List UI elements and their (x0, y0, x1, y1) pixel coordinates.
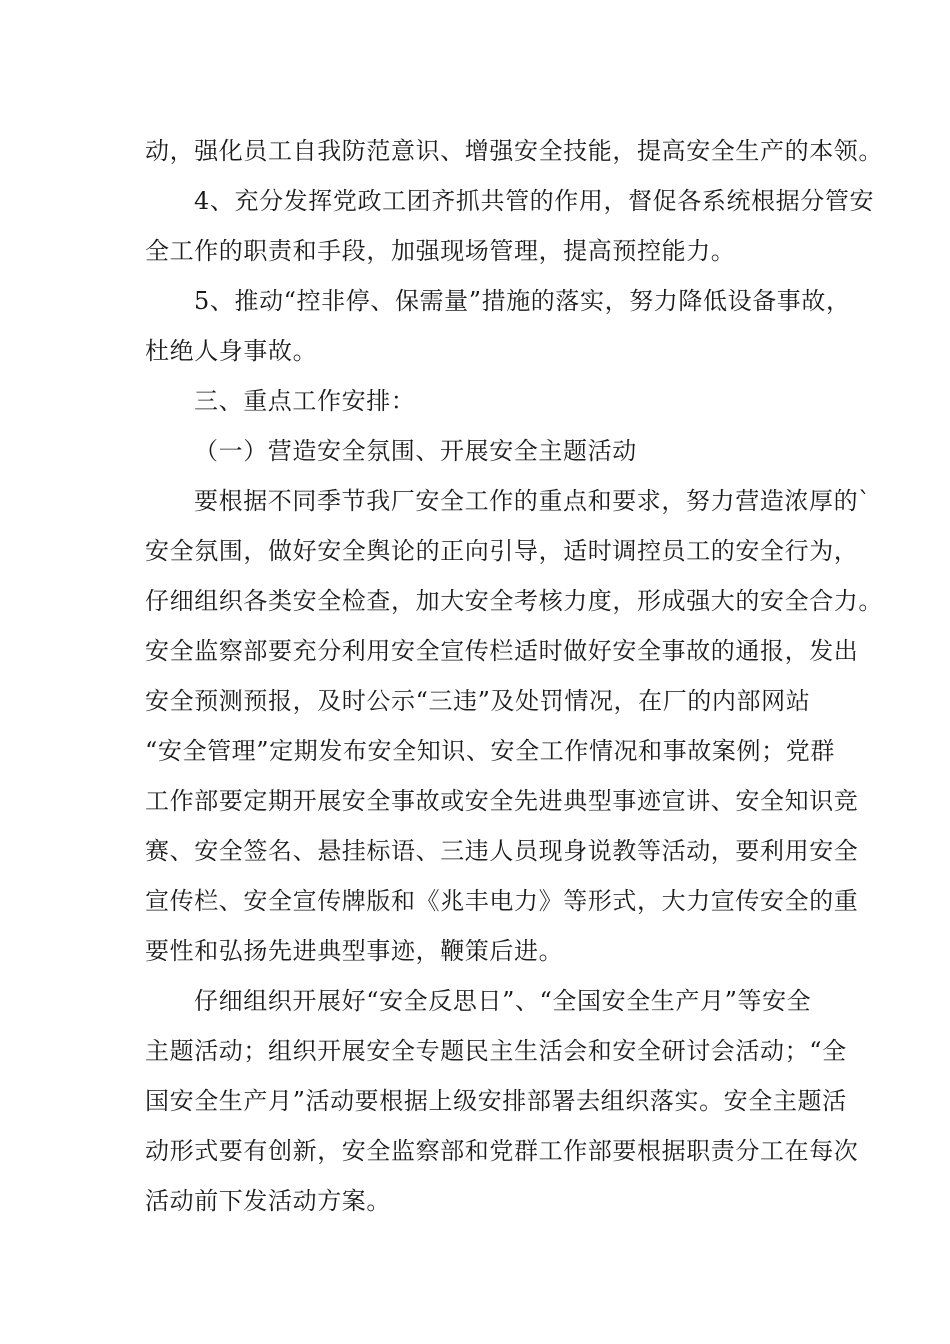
text-line-14: 工作部要定期开展安全事故或安全先进典型事迹宣讲、安全知识竞 (145, 787, 859, 815)
section-heading: 三、重点工作安排： (194, 387, 416, 415)
text-line-9: 安全氛围，做好安全舆论的正向引导，适时调控员工的安全行为， (145, 537, 859, 565)
text-line-22: 活动前下发活动方案。 (145, 1187, 391, 1215)
text-line-10: 仔细组织各类安全检查，加大安全考核力度，形成强大的安全合力。 (145, 587, 883, 615)
text-line-17: 要性和弘扬先进典型事迹，鞭策后进。 (145, 937, 564, 965)
text-line-8: 要根据不同季节我厂安全工作的重点和要求，努力营造浓厚的` (194, 487, 871, 515)
subsection-heading: （一）营造安全氛围、开展安全主题活动 (194, 437, 637, 465)
text-line-12: 安全预测预报，及时公示“三违”及处罚情况，在厂的内部网站 (145, 687, 811, 715)
text-line-5: 杜绝人身事故。 (145, 337, 318, 365)
text-line-20: 国安全生产月”活动要根据上级安排部署去组织落实。安全主题活 (145, 1087, 847, 1115)
text-line-21: 动形式要有创新，安全监察部和党群工作部要根据职责分工在每次 (145, 1137, 859, 1165)
text-line-2: 4、充分发挥党政工团齐抓共管的作用，督促各系统根据分管安 (194, 187, 875, 215)
text-line-3: 全工作的职责和手段，加强现场管理，提高预控能力。 (145, 237, 736, 265)
text-line-1: 动，强化员工自我防范意识、增强安全技能，提高安全生产的本领。 (145, 137, 883, 165)
text-line-13: “安全管理”定期发布安全知识、安全工作情况和事故案例；党群 (145, 737, 835, 765)
text-line-18: 仔细组织开展好“安全反思日”、“全国安全生产月”等安全 (194, 987, 812, 1015)
text-line-19: 主题活动；组织开展安全专题民主生活会和安全研讨会活动；“全 (145, 1037, 847, 1065)
text-line-15: 赛、安全签名、悬挂标语、三违人员现身说教等活动，要利用安全 (145, 837, 859, 865)
text-line-11: 安全监察部要充分利用安全宣传栏适时做好安全事故的通报，发出 (145, 637, 859, 665)
text-line-4: 5、推动“控非停、保需量”措施的落实，努力降低设备事故， (194, 287, 851, 315)
text-line-16: 宣传栏、安全宣传牌版和《兆丰电力》等形式，大力宣传安全的重 (145, 887, 859, 915)
